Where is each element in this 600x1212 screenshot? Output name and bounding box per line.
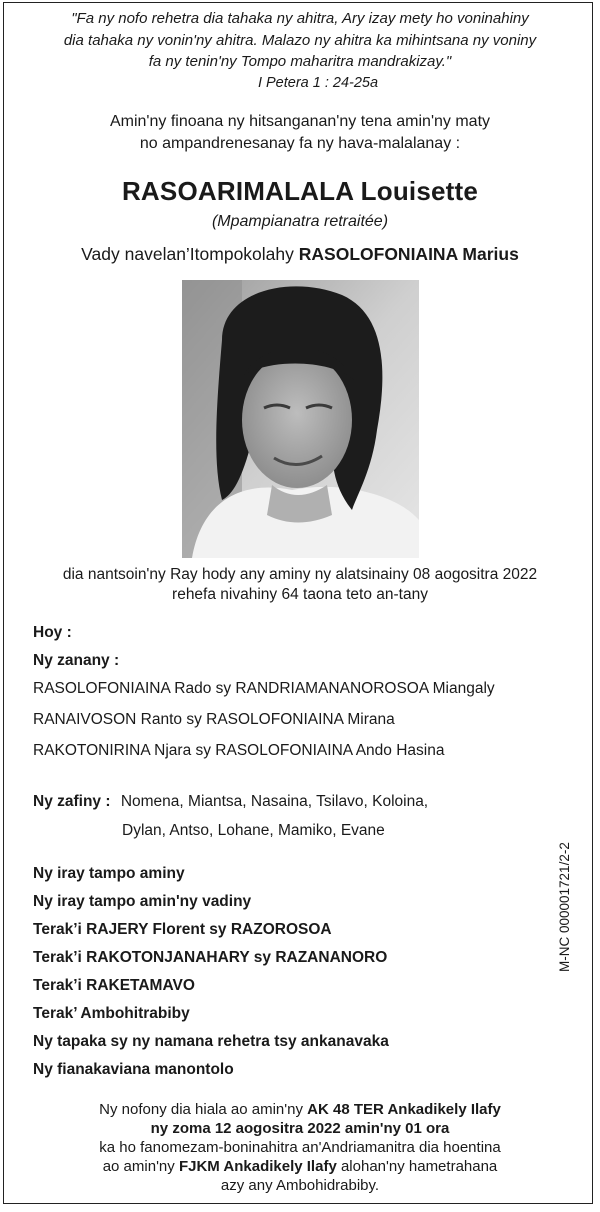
bible-verse [0, 8, 600, 73]
family-group: Ny iray tampo aminy [33, 865, 185, 882]
children-item: RAKOTONIRINA Njara sy RASOLOFONIAINA Ando Hasina [33, 742, 445, 759]
verse-line: dia tahaka ny vonin'ny ahitra. Malazo ny ahitra ka mihintsana ny voniny [63, 31, 537, 49]
verse-line: fa ny tenin'ny Tompo maharitra mandrakizay." [148, 53, 452, 70]
funeral-line: azy any Ambohidrabiby. [220, 1177, 380, 1194]
family-group: Terak’i RAKETAMAVO [33, 977, 195, 994]
funeral-text: alohan'ny hametrahana [336, 1158, 498, 1175]
funeral-text: ao amin'ny [102, 1158, 179, 1175]
funeral-line [0, 1100, 600, 1119]
announcement-intro [0, 111, 600, 155]
spouse-prefix: Vady navelan’Itompokolahy [81, 244, 299, 264]
reference-code: M-NC 000001721/2-2 [557, 842, 572, 972]
funeral-datetime: ny zoma 12 aogositra 2022 amin'ny 01 ora [150, 1120, 450, 1137]
spouse-name: RASOLOFONIAINA Marius [298, 244, 519, 264]
family-group: Ny fianakaviana manontolo [33, 1061, 234, 1078]
grandchildren-names: Nomena, Miantsa, Nasaina, Tsilavo, Koloina, [120, 793, 429, 810]
deceased-name: RASOARIMALALA Louisette [121, 176, 479, 206]
deceased-role: (Mpampianatra retraitée) [211, 213, 389, 230]
funeral-line [0, 1157, 600, 1176]
children-item: RANAIVOSON Ranto sy RASOLOFONIAINA Mirana [33, 711, 395, 728]
intro-line: Amin'ny finoana ny hitsanganan'ny tena amin'ny maty [109, 113, 491, 130]
death-line: dia nantsoin'ny Ray hody any aminy ny alatsinainy 08 aogositra 2022 [62, 566, 538, 583]
portrait-photo [182, 280, 419, 558]
family-group: Ny tapaka sy ny namana rehetra tsy ankanavaka [33, 1033, 389, 1050]
funeral-line: ka ho fanomezam-boninahitra an'Andriamanitra dia hoentina [99, 1139, 501, 1156]
verse-reference: I Petera 1 : 24-25a [257, 75, 379, 91]
grandchildren-label: Ny zafiny : [33, 793, 111, 810]
spouse-line [0, 244, 600, 265]
grandchildren-names: Dylan, Antso, Lohane, Mamiko, Evane [122, 822, 385, 839]
children-label: Ny zanany : [33, 652, 120, 669]
family-group: Terak’ Ambohitrabiby [33, 1005, 190, 1022]
hoy-label: Hoy : [33, 624, 72, 641]
verse-line: "Fa ny nofo rehetra dia tahaka ny ahitra, Ary izay mety ho voninahiny [71, 10, 529, 27]
church-name: FJKM Ankadikely Ilafy [178, 1158, 337, 1175]
death-line: rehefa nivahiny 64 taona teto an-tany [172, 586, 428, 603]
funeral-address: AK 48 TER Ankadikely Ilafy [307, 1101, 501, 1118]
family-group: Terak’i RAJERY Florent sy RAZOROSOA [33, 921, 332, 938]
intro-line: no ampandrenesanay fa ny hava-malalanay : [139, 135, 461, 152]
death-announcement [0, 565, 600, 605]
funeral-line [0, 1119, 600, 1138]
funeral-details [0, 1100, 600, 1195]
children-item: RASOLOFONIAINA Rado sy RANDRIAMANANOROSOA Miangaly [33, 680, 495, 697]
family-group: Ny iray tampo amin'ny vadiny [33, 893, 252, 910]
grandchildren-row [33, 793, 428, 811]
family-group: Terak’i RAKOTONJANAHARY sy RAZANANORO [33, 949, 388, 966]
funeral-text: Ny nofony dia hiala ao amin'ny [99, 1101, 308, 1118]
